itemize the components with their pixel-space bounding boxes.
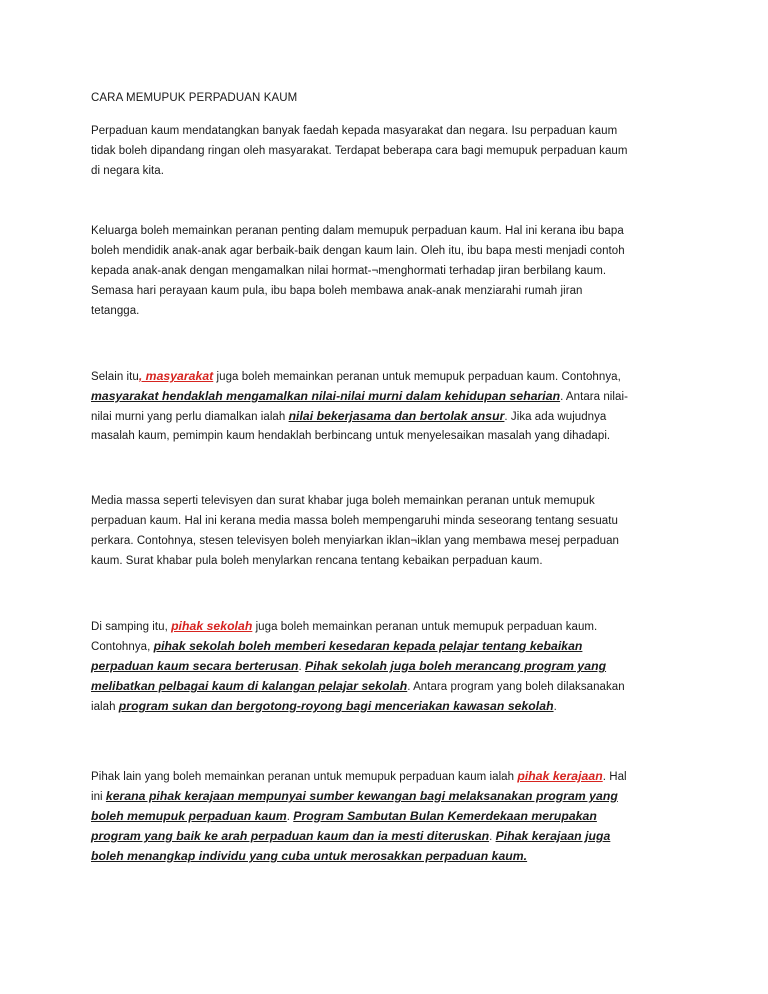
body-text: ini: [91, 791, 106, 803]
body-text: . Antara nilai-: [560, 391, 628, 403]
emphasis-text: pihak sekolah boleh memberi kesedaran kepada pelajar tentang kebaikan: [153, 639, 583, 653]
body-text: perkara. Contohnya, stesen televisyen boleh menyiarkan iklan¬iklan yang membawa mesej perpaduan: [91, 535, 619, 547]
paragraph-line: [91, 406, 681, 426]
paragraph-line: [91, 766, 681, 786]
body-text: Contohnya,: [91, 641, 154, 653]
body-text: Keluarga boleh memainkan peranan penting dalam memupuk perpaduan kaum. Hal ini kerana ibu bapa: [91, 225, 624, 237]
paragraph-line: [91, 301, 681, 321]
body-text: Perpaduan kaum mendatangkan banyak faedah kepada masyarakat dan negara. Isu perpaduan kaum: [91, 125, 618, 137]
paragraph-line: [91, 826, 681, 846]
body-text: Semasa hari perayaan kaum pula, ibu bapa boleh membawa anak-anak menziarahi rumah jiran: [91, 285, 583, 297]
emphasis-text: Program Sambutan Bulan Kemerdekaan merupakan: [293, 809, 597, 823]
paragraph-line: [91, 426, 681, 446]
body-text: Pihak lain yang boleh memainkan peranan untuk memupuk perpaduan kaum ialah: [91, 771, 518, 783]
paragraph-line: [91, 261, 681, 281]
paragraph-line: [91, 141, 681, 161]
body-text: juga boleh memainkan peranan untuk memupuk perpaduan kaum. Contohnya,: [213, 371, 621, 383]
paragraph-keluarga: [91, 221, 681, 321]
highlight-keyword: pihak kerajaan: [517, 769, 603, 783]
body-text: ialah: [91, 701, 119, 713]
paragraph-line: [91, 786, 681, 806]
body-text: tetangga.: [91, 305, 140, 317]
emphasis-text: masyarakat hendaklah mengamalkan nilai-nilai murni dalam kehidupan seharian: [91, 389, 561, 403]
emphasis-text: Pihak sekolah juga boleh merancang program yang: [305, 659, 607, 673]
emphasis-text: melibatkan pelbagai kaum di kalangan pelajar sekolah: [91, 679, 408, 693]
body-text: .: [298, 661, 306, 673]
paragraph-line: [91, 386, 681, 406]
paragraph-line: [91, 221, 681, 241]
body-text: . Antara program yang boleh dilaksanakan: [407, 681, 625, 693]
emphasis-text: program yang baik ke arah perpaduan kaum dan ia mesti diteruskan: [91, 829, 490, 843]
body-text: kaum. Surat khabar pula boleh menylarkan rencana tentang kebaikan perpaduan kaum.: [91, 555, 543, 567]
paragraph-intro: [91, 121, 681, 181]
paragraph-line: [91, 281, 681, 301]
body-text: di negara kita.: [91, 165, 164, 177]
paragraph-line: [91, 806, 681, 826]
body-text: nilai murni yang perlu diamalkan ialah: [91, 411, 289, 423]
body-text: kepada anak-anak dengan mengamalkan nilai hormat-¬menghormati terhadap jiran berbilang kaum.: [91, 265, 607, 277]
emphasis-text: boleh menangkap individu yang cuba untuk merosakkan perpaduan kaum.: [91, 849, 528, 863]
body-text: Selain itu: [91, 371, 139, 383]
document-title: CARA MEMUPUK PERPADUAN KAUM: [91, 92, 298, 104]
body-text: boleh mendidik anak-anak agar berbaik-baik dengan kaum lain. Oleh itu, ibu bapa mesti menjadi contoh: [91, 245, 625, 257]
body-text: Di samping itu,: [91, 621, 172, 633]
highlight-keyword: pihak sekolah: [171, 619, 253, 633]
emphasis-text: program sukan dan bergotong-royong bagi menceriakan kawasan sekolah: [118, 699, 554, 713]
emphasis-text: kerana pihak kerajaan mempunyai sumber kewangan bagi melaksanakan program yang: [105, 789, 618, 803]
body-text: masalah kaum, pemimpin kaum hendaklah berbincang untuk menyelesaikan masalah yang dihadapi.: [91, 430, 611, 442]
body-text: .: [286, 811, 294, 823]
paragraph-line: [91, 616, 681, 636]
emphasis-text: boleh memupuk perpaduan kaum: [91, 809, 287, 823]
paragraph-line: [91, 366, 681, 386]
body-text: . Hal: [602, 771, 627, 783]
body-text: .: [489, 831, 496, 843]
paragraph-line: [91, 531, 681, 551]
paragraph-line: [91, 846, 681, 866]
paragraph-pihak-sekolah: [91, 616, 681, 716]
body-text: Media massa seperti televisyen dan surat khabar juga boleh memainkan peranan untuk memupuk: [91, 495, 595, 507]
paragraph-line: [91, 491, 681, 511]
paragraph-line: [91, 511, 681, 531]
paragraph-line: [91, 161, 681, 181]
paragraph-line: [91, 696, 681, 716]
paragraph-line: [91, 241, 681, 261]
paragraph-line: [91, 121, 681, 141]
body-text: juga boleh memainkan peranan untuk memupuk perpaduan kaum.: [252, 621, 598, 633]
paragraph-line: [91, 636, 681, 656]
paragraph-line: [91, 656, 681, 676]
body-text: perpaduan kaum. Hal ini kerana media massa boleh mempengaruhi minda seseorang tentang sesuatu: [91, 515, 618, 527]
emphasis-text: perpaduan kaum secara berterusan: [91, 659, 299, 673]
body-text: . Jika ada wujudnya: [504, 411, 607, 423]
body-text: tidak boleh dipandang ringan oleh masyarakat. Terdapat beberapa cara bagi memupuk perpaduan kaum: [91, 145, 628, 157]
paragraph-media-massa: [91, 491, 681, 571]
paragraph-line: [91, 551, 681, 571]
highlight-keyword: , masyarakat: [138, 369, 214, 383]
paragraph-masyarakat: [91, 366, 681, 446]
paragraph-line: [91, 676, 681, 696]
paragraph-pihak-kerajaan: [91, 766, 681, 866]
emphasis-text: nilai bekerjasama dan bertolak ansur: [288, 409, 505, 423]
body-text: .: [553, 701, 557, 713]
emphasis-text: Pihak kerajaan juga: [495, 829, 611, 843]
